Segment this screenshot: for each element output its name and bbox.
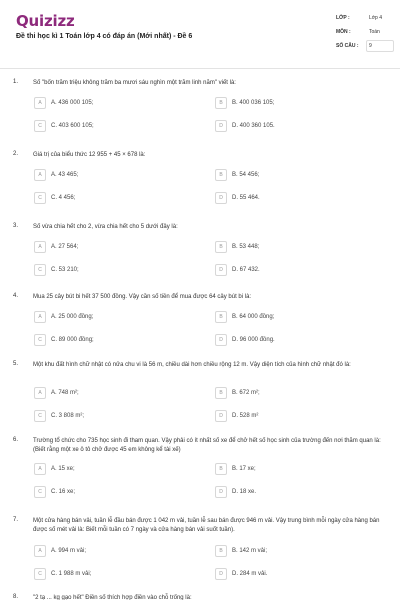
option-text: C. 1 988 m vải;: [51, 570, 92, 577]
option-letter-box: B: [215, 463, 227, 475]
worksheet-title: Đề thi học kì 1 Toán lớp 4 có đáp án (Mới nhất) - Đề 6: [16, 33, 193, 40]
option-text: A. 748 m²;: [51, 389, 79, 396]
option-letter-box: B: [215, 241, 227, 253]
option-text: B. 53 448;: [232, 243, 260, 250]
question-text: Mua 25 cây bút bi hết 37 500 đồng. Vậy cần số tiền để mua được 64 cây bút bi là:: [33, 294, 252, 300]
answer-option-b[interactable]: [215, 169, 375, 181]
option-letter-box: A: [34, 169, 46, 181]
question-text: Số vừa chia hết cho 2, vừa chia hết cho 5 dưới đây là:: [33, 224, 178, 230]
option-letter-box: B: [215, 387, 227, 399]
option-text: D. 284 m vải.: [232, 570, 268, 577]
meta-value: Lớp 4: [369, 15, 383, 21]
question-text: Số "bốn trăm triệu không trăm ba mươi sáu nghìn một trăm linh năm" viết là:: [33, 80, 236, 86]
meta-label: LỚP :: [336, 15, 350, 21]
option-letter-box: D: [215, 120, 227, 132]
option-letter-box: B: [215, 169, 227, 181]
meta-row-count: [336, 40, 400, 54]
question-number: 8.: [13, 594, 19, 600]
answer-option-b[interactable]: [215, 311, 375, 323]
option-text: D. 55 464.: [232, 194, 260, 201]
question-number: 1.: [13, 79, 19, 85]
answer-option-b[interactable]: [215, 463, 375, 475]
option-text: D. 96 000 đồng.: [232, 336, 275, 343]
option-letter-box: C: [34, 120, 46, 132]
answer-option-a[interactable]: [34, 463, 194, 475]
question-text: Một khu đất hình chữ nhật có nửa chu vi là 56 m, chiều dài hơn chiều rộng 12 m. Vậy diện tích của hình chữ nhật đó là:: [33, 362, 351, 368]
answer-option-b[interactable]: [215, 387, 375, 399]
option-text: B. 142 m vải;: [232, 547, 268, 554]
option-text: D. 400 360 105.: [232, 122, 275, 129]
option-text: B. 64 000 đồng;: [232, 313, 275, 320]
answer-option-c[interactable]: [34, 410, 194, 422]
option-text: D. 528 m²: [232, 412, 259, 419]
answer-option-c[interactable]: [34, 264, 194, 276]
option-text: D. 67 432.: [232, 266, 260, 273]
option-letter-box: C: [34, 486, 46, 498]
header-divider: [0, 68, 400, 69]
option-letter-box: A: [34, 463, 46, 475]
option-text: A. 15 xe;: [51, 465, 75, 472]
answer-option-c[interactable]: [34, 192, 194, 204]
answer-option-b[interactable]: [215, 241, 375, 253]
answer-option-b[interactable]: [215, 97, 375, 109]
option-letter-box: A: [34, 387, 46, 399]
answer-option-d[interactable]: [215, 264, 375, 276]
meta-row-subject: [336, 26, 400, 40]
question-number: 4.: [13, 293, 19, 299]
answer-option-d[interactable]: [215, 192, 375, 204]
option-text: A. 994 m vải;: [51, 547, 87, 554]
option-text: A. 436 000 105;: [51, 99, 94, 106]
answer-option-d[interactable]: [215, 120, 375, 132]
question-number: 7.: [13, 517, 19, 523]
question-text: "2 tạ ... kg gạo hết" Điền số thích hợp điền vào chỗ trống là:: [33, 595, 192, 600]
question-text: Một cửa hàng bán vải, tuần lễ đầu bán được 1 042 m vải, tuần lễ sau bán được 946 m vải. Vậy trung bình mỗi ngày cửa hàng bán được số mét vải là: Biết mỗi tuần có 7 ngày và cửa hàng bán vải suốt tuần).: [33, 518, 380, 533]
option-text: B. 54 456;: [232, 171, 260, 178]
option-letter-box: B: [215, 311, 227, 323]
option-letter-box: A: [34, 545, 46, 557]
option-letter-box: C: [34, 334, 46, 346]
option-letter-box: C: [34, 264, 46, 276]
question-text: Trường tổ chức cho 735 học sinh đi tham quan. Vậy phải có ít nhất số xe để chở hết số học sinh của trường đến nơi thăm quan là: (Biết rằng một xe ô tô chở được 45 em không kể tài xế): [33, 438, 381, 453]
option-letter-box: A: [34, 311, 46, 323]
option-text: C. 403 600 105;: [51, 122, 94, 129]
option-letter-box: D: [215, 410, 227, 422]
answer-option-c[interactable]: [34, 120, 194, 132]
option-letter-box: A: [34, 97, 46, 109]
answer-option-a[interactable]: [34, 97, 194, 109]
option-text: D. 18 xe.: [232, 488, 257, 495]
option-letter-box: D: [215, 568, 227, 580]
answer-option-d[interactable]: [215, 486, 375, 498]
worksheet-header: [0, 0, 400, 64]
answer-option-a[interactable]: [34, 169, 194, 181]
option-letter-box: D: [215, 264, 227, 276]
option-text: B. 17 xe;: [232, 465, 256, 472]
option-letter-box: C: [34, 410, 46, 422]
answer-option-d[interactable]: [215, 410, 375, 422]
answer-option-a[interactable]: [34, 545, 194, 557]
answer-option-c[interactable]: [34, 486, 194, 498]
answer-option-d[interactable]: [215, 334, 375, 346]
option-letter-box: D: [215, 192, 227, 204]
meta-label: MÔN :: [336, 29, 351, 35]
option-text: A. 43 465;: [51, 171, 79, 178]
question-number: 2.: [13, 151, 19, 157]
answer-option-a[interactable]: [34, 311, 194, 323]
meta-row-class: [336, 12, 400, 26]
option-text: C. 89 000 đồng;: [51, 336, 94, 343]
option-text: C. 16 xe;: [51, 488, 76, 495]
quizizz-logo: Quizizz: [16, 12, 75, 30]
option-text: A. 27 564;: [51, 243, 79, 250]
answer-option-c[interactable]: [34, 334, 194, 346]
meta-value: Toán: [369, 29, 380, 35]
worksheet-meta: [336, 12, 400, 54]
option-text: B. 400 036 105;: [232, 99, 275, 106]
answer-option-c[interactable]: [34, 568, 194, 580]
answer-option-d[interactable]: [215, 568, 375, 580]
meta-label: SỐ CÂU :: [336, 43, 359, 49]
option-letter-box: B: [215, 97, 227, 109]
option-letter-box: C: [34, 192, 46, 204]
question-number: 5.: [13, 361, 19, 367]
question-text: Giá trị của biểu thức 12 955 + 45 × 678 là:: [33, 152, 146, 158]
question-number: 6.: [13, 437, 19, 443]
option-text: C. 4 456;: [51, 194, 76, 201]
option-text: C. 3 808 m²;: [51, 412, 85, 419]
option-letter-box: C: [34, 568, 46, 580]
option-text: A. 25 000 đồng;: [51, 313, 94, 320]
option-letter-box: B: [215, 545, 227, 557]
meta-value: 9: [369, 43, 372, 49]
option-letter-box: D: [215, 486, 227, 498]
option-letter-box: A: [34, 241, 46, 253]
option-text: B. 672 m²;: [232, 389, 260, 396]
answer-option-a[interactable]: [34, 387, 194, 399]
option-letter-box: D: [215, 334, 227, 346]
answer-option-b[interactable]: [215, 545, 375, 557]
option-text: C. 53 210;: [51, 266, 79, 273]
answer-option-a[interactable]: [34, 241, 194, 253]
question-number: 3.: [13, 223, 19, 229]
